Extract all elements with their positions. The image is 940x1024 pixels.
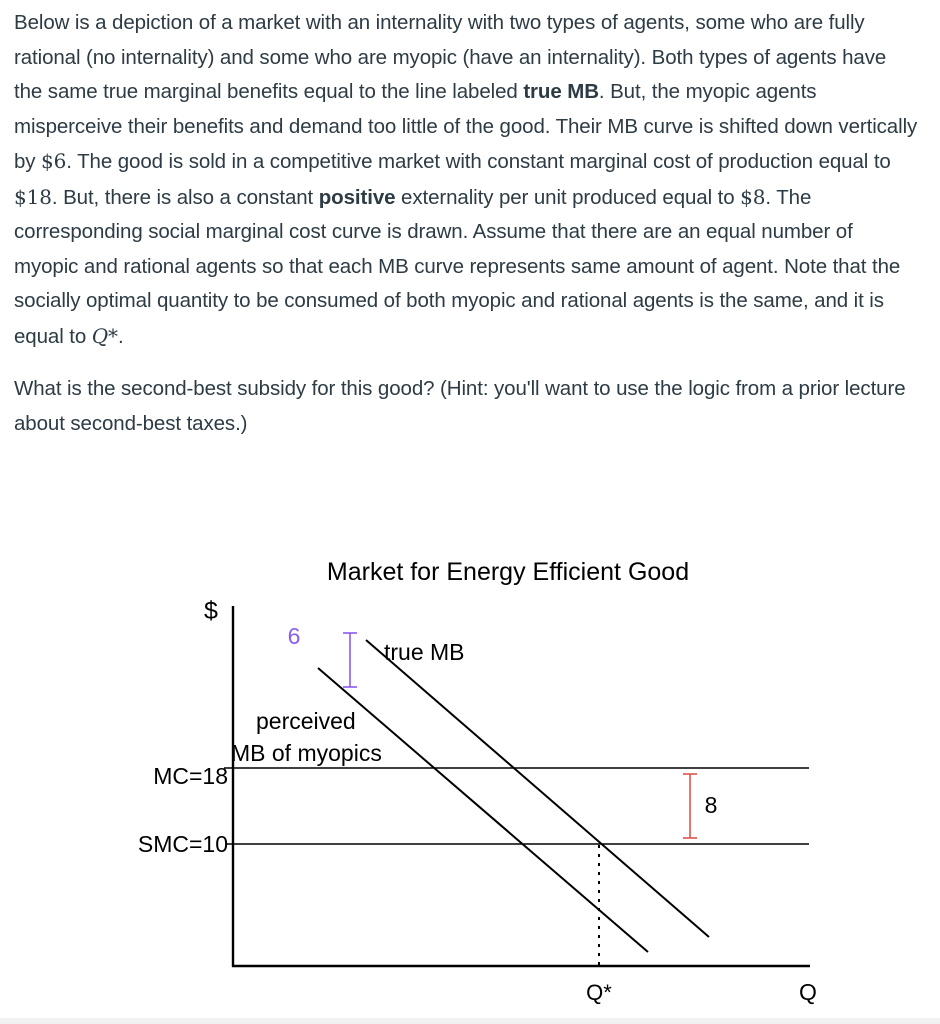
bottom-divider xyxy=(0,1018,940,1024)
question-text xyxy=(14,6,919,441)
gap-8-bracket xyxy=(683,774,697,838)
market-diagram xyxy=(0,540,940,1010)
perceived-label-line-2: MB of myopics xyxy=(231,740,382,766)
gap-6-label: 6 xyxy=(287,623,301,649)
smc-label: SMC=10 xyxy=(137,831,228,857)
market-diagram-svg xyxy=(0,540,940,1010)
qstar-label: Q* xyxy=(586,980,612,1005)
question-paragraph-1: Below is a depiction of a market with an internality with two types of agents, some who are fully rational (no internality) and some who are myopic (have an internality). Both types of agents have the same true marginal benefits equal to the line labeled true MB. But, the myopic agents misperceive their benefits and demand too little of the good. Their MB curve is shifted down vertically by $6. The good is sold in a competitive market with constant marginal cost of production equal to $18. But, there is also a constant positive externality per unit produced equal to $8. The corresponding social marginal cost curve is drawn. Assume that there are an equal number of myopic and rational agents so that each MB curve represents same amount of agent. Note that the socially optimal quantity to be consumed of both myopic and rational agents is the same, and it is equal to Q*. xyxy=(14,11,918,348)
perceived-label-line-1: perceived xyxy=(256,708,356,734)
mc-amount: $18 xyxy=(14,184,52,209)
externality-amount: $8 xyxy=(740,184,766,209)
true-mb-label: true MB xyxy=(384,639,465,665)
gap-6-bracket xyxy=(343,633,357,687)
qstar-math: Q* xyxy=(91,323,118,348)
internality-amount: $6 xyxy=(41,149,67,173)
figure-title: Market for Energy Efficient Good xyxy=(326,558,690,586)
mc-label: MC=18 xyxy=(153,763,228,789)
x-axis-label: Q xyxy=(799,979,817,1005)
question-paragraph-2: What is the second-best subsidy for this good? (Hint: you'll want to use the logic from a prior lecture about second-best taxes.) xyxy=(14,377,906,435)
true-mb-line xyxy=(366,640,709,937)
y-axis-label: $ xyxy=(204,597,218,625)
gap-8-label: 8 xyxy=(704,792,718,818)
